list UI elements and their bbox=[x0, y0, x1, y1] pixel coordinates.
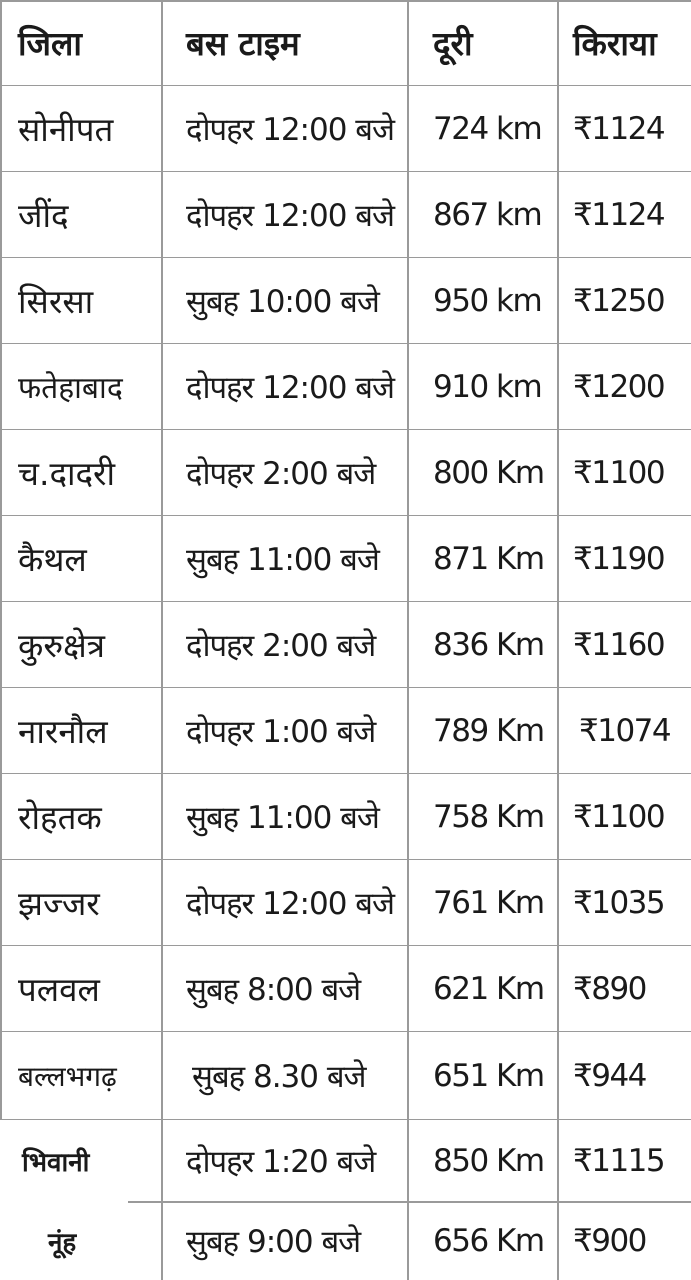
fare-cell: ₹890 bbox=[573, 970, 646, 1007]
district-cell: सोनीपत bbox=[18, 110, 114, 149]
district-cell: बल्लभगढ़ bbox=[18, 1059, 117, 1093]
fare-cell: ₹1160 bbox=[573, 626, 665, 663]
district-cell: जींद bbox=[18, 196, 69, 235]
table-row bbox=[0, 946, 691, 1032]
district-cell: झज्जर bbox=[18, 884, 100, 923]
time-cell: सुबह 10:00 बजे bbox=[186, 283, 379, 320]
distance-cell: 651 Km bbox=[433, 1057, 544, 1094]
district-cell: रोहतक bbox=[18, 798, 102, 837]
table-row bbox=[0, 344, 691, 430]
time-cell: सुबह 8.30 बजे bbox=[192, 1058, 366, 1095]
table-row bbox=[0, 172, 691, 258]
fare-cell: ₹900 bbox=[573, 1223, 646, 1259]
column-divider bbox=[161, 0, 163, 1120]
distance-cell: 910 km bbox=[433, 368, 542, 405]
time-cell: दोपहर 12:00 बजे bbox=[186, 369, 394, 406]
district-cell: फतेहाबाद bbox=[18, 371, 123, 406]
table-row bbox=[0, 1202, 691, 1280]
table-row bbox=[0, 860, 691, 946]
header-district: जिला bbox=[18, 24, 82, 63]
time-cell: दोपहर 2:00 बजे bbox=[186, 627, 376, 664]
table-row bbox=[0, 516, 691, 602]
time-cell: सुबह 9:00 बजे bbox=[186, 1224, 361, 1260]
distance-cell: 761 Km bbox=[433, 884, 544, 921]
distance-cell: 871 Km bbox=[433, 540, 544, 577]
district-cell: भिवानी bbox=[22, 1148, 90, 1178]
distance-cell: 800 Km bbox=[433, 454, 544, 491]
fare-cell: ₹1074 bbox=[579, 712, 671, 749]
distance-cell: 867 km bbox=[433, 196, 542, 233]
district-cell: सिरसा bbox=[18, 282, 94, 321]
time-cell: दोपहर 1:20 बजे bbox=[186, 1144, 376, 1180]
distance-cell: 850 Km bbox=[433, 1143, 544, 1179]
district-cell: पलवल bbox=[18, 970, 100, 1009]
table-row bbox=[0, 86, 691, 172]
fare-cell: ₹1250 bbox=[573, 282, 665, 319]
time-cell: दोपहर 1:00 बजे bbox=[186, 713, 376, 750]
fare-cell: ₹1100 bbox=[573, 454, 665, 491]
distance-cell: 621 Km bbox=[433, 970, 544, 1007]
fare-cell: ₹1115 bbox=[573, 1143, 665, 1179]
distance-cell: 836 Km bbox=[433, 626, 544, 663]
fare-cell: ₹1124 bbox=[573, 110, 665, 147]
fare-cell: ₹1200 bbox=[573, 368, 665, 405]
time-cell: दोपहर 12:00 बजे bbox=[186, 111, 394, 148]
time-cell: सुबह 11:00 बजे bbox=[186, 541, 379, 578]
column-divider bbox=[407, 0, 409, 1280]
distance-cell: 758 Km bbox=[433, 798, 544, 835]
column-divider bbox=[161, 1120, 163, 1280]
fare-cell: ₹1100 bbox=[573, 798, 665, 835]
distance-cell: 789 Km bbox=[433, 712, 544, 749]
table-row bbox=[0, 258, 691, 344]
table-row bbox=[0, 1032, 691, 1120]
header-distance: दूरी bbox=[433, 24, 473, 63]
district-cell: नारनौल bbox=[18, 712, 108, 751]
time-cell: दोपहर 2:00 बजे bbox=[186, 455, 376, 492]
column-divider bbox=[557, 0, 559, 1280]
table-row bbox=[0, 430, 691, 516]
distance-cell: 724 km bbox=[433, 110, 542, 147]
fare-cell: ₹1190 bbox=[573, 540, 665, 577]
table-row bbox=[0, 774, 691, 860]
header-bus-time: बस टाइम bbox=[186, 24, 300, 63]
time-cell: सुबह 8:00 बजे bbox=[186, 971, 361, 1008]
distance-cell: 656 Km bbox=[433, 1223, 544, 1259]
table-header-row bbox=[0, 0, 691, 86]
fare-cell: ₹1124 bbox=[573, 196, 665, 233]
fare-cell: ₹944 bbox=[573, 1057, 646, 1094]
district-cell: च.दादरी bbox=[18, 454, 116, 493]
time-cell: दोपहर 12:00 बजे bbox=[186, 885, 394, 922]
district-cell: कैथल bbox=[18, 540, 87, 579]
table-row bbox=[0, 602, 691, 688]
distance-cell: 950 km bbox=[433, 282, 542, 319]
time-cell: दोपहर 12:00 बजे bbox=[186, 197, 394, 234]
fare-cell: ₹1035 bbox=[573, 884, 665, 921]
header-fare: किराया bbox=[573, 24, 657, 63]
time-cell: सुबह 11:00 बजे bbox=[186, 799, 379, 836]
district-cell: कुरुक्षेत्र bbox=[18, 626, 105, 665]
table-row bbox=[0, 1120, 691, 1202]
table-row bbox=[0, 688, 691, 774]
district-cell: नूंह bbox=[48, 1228, 77, 1258]
